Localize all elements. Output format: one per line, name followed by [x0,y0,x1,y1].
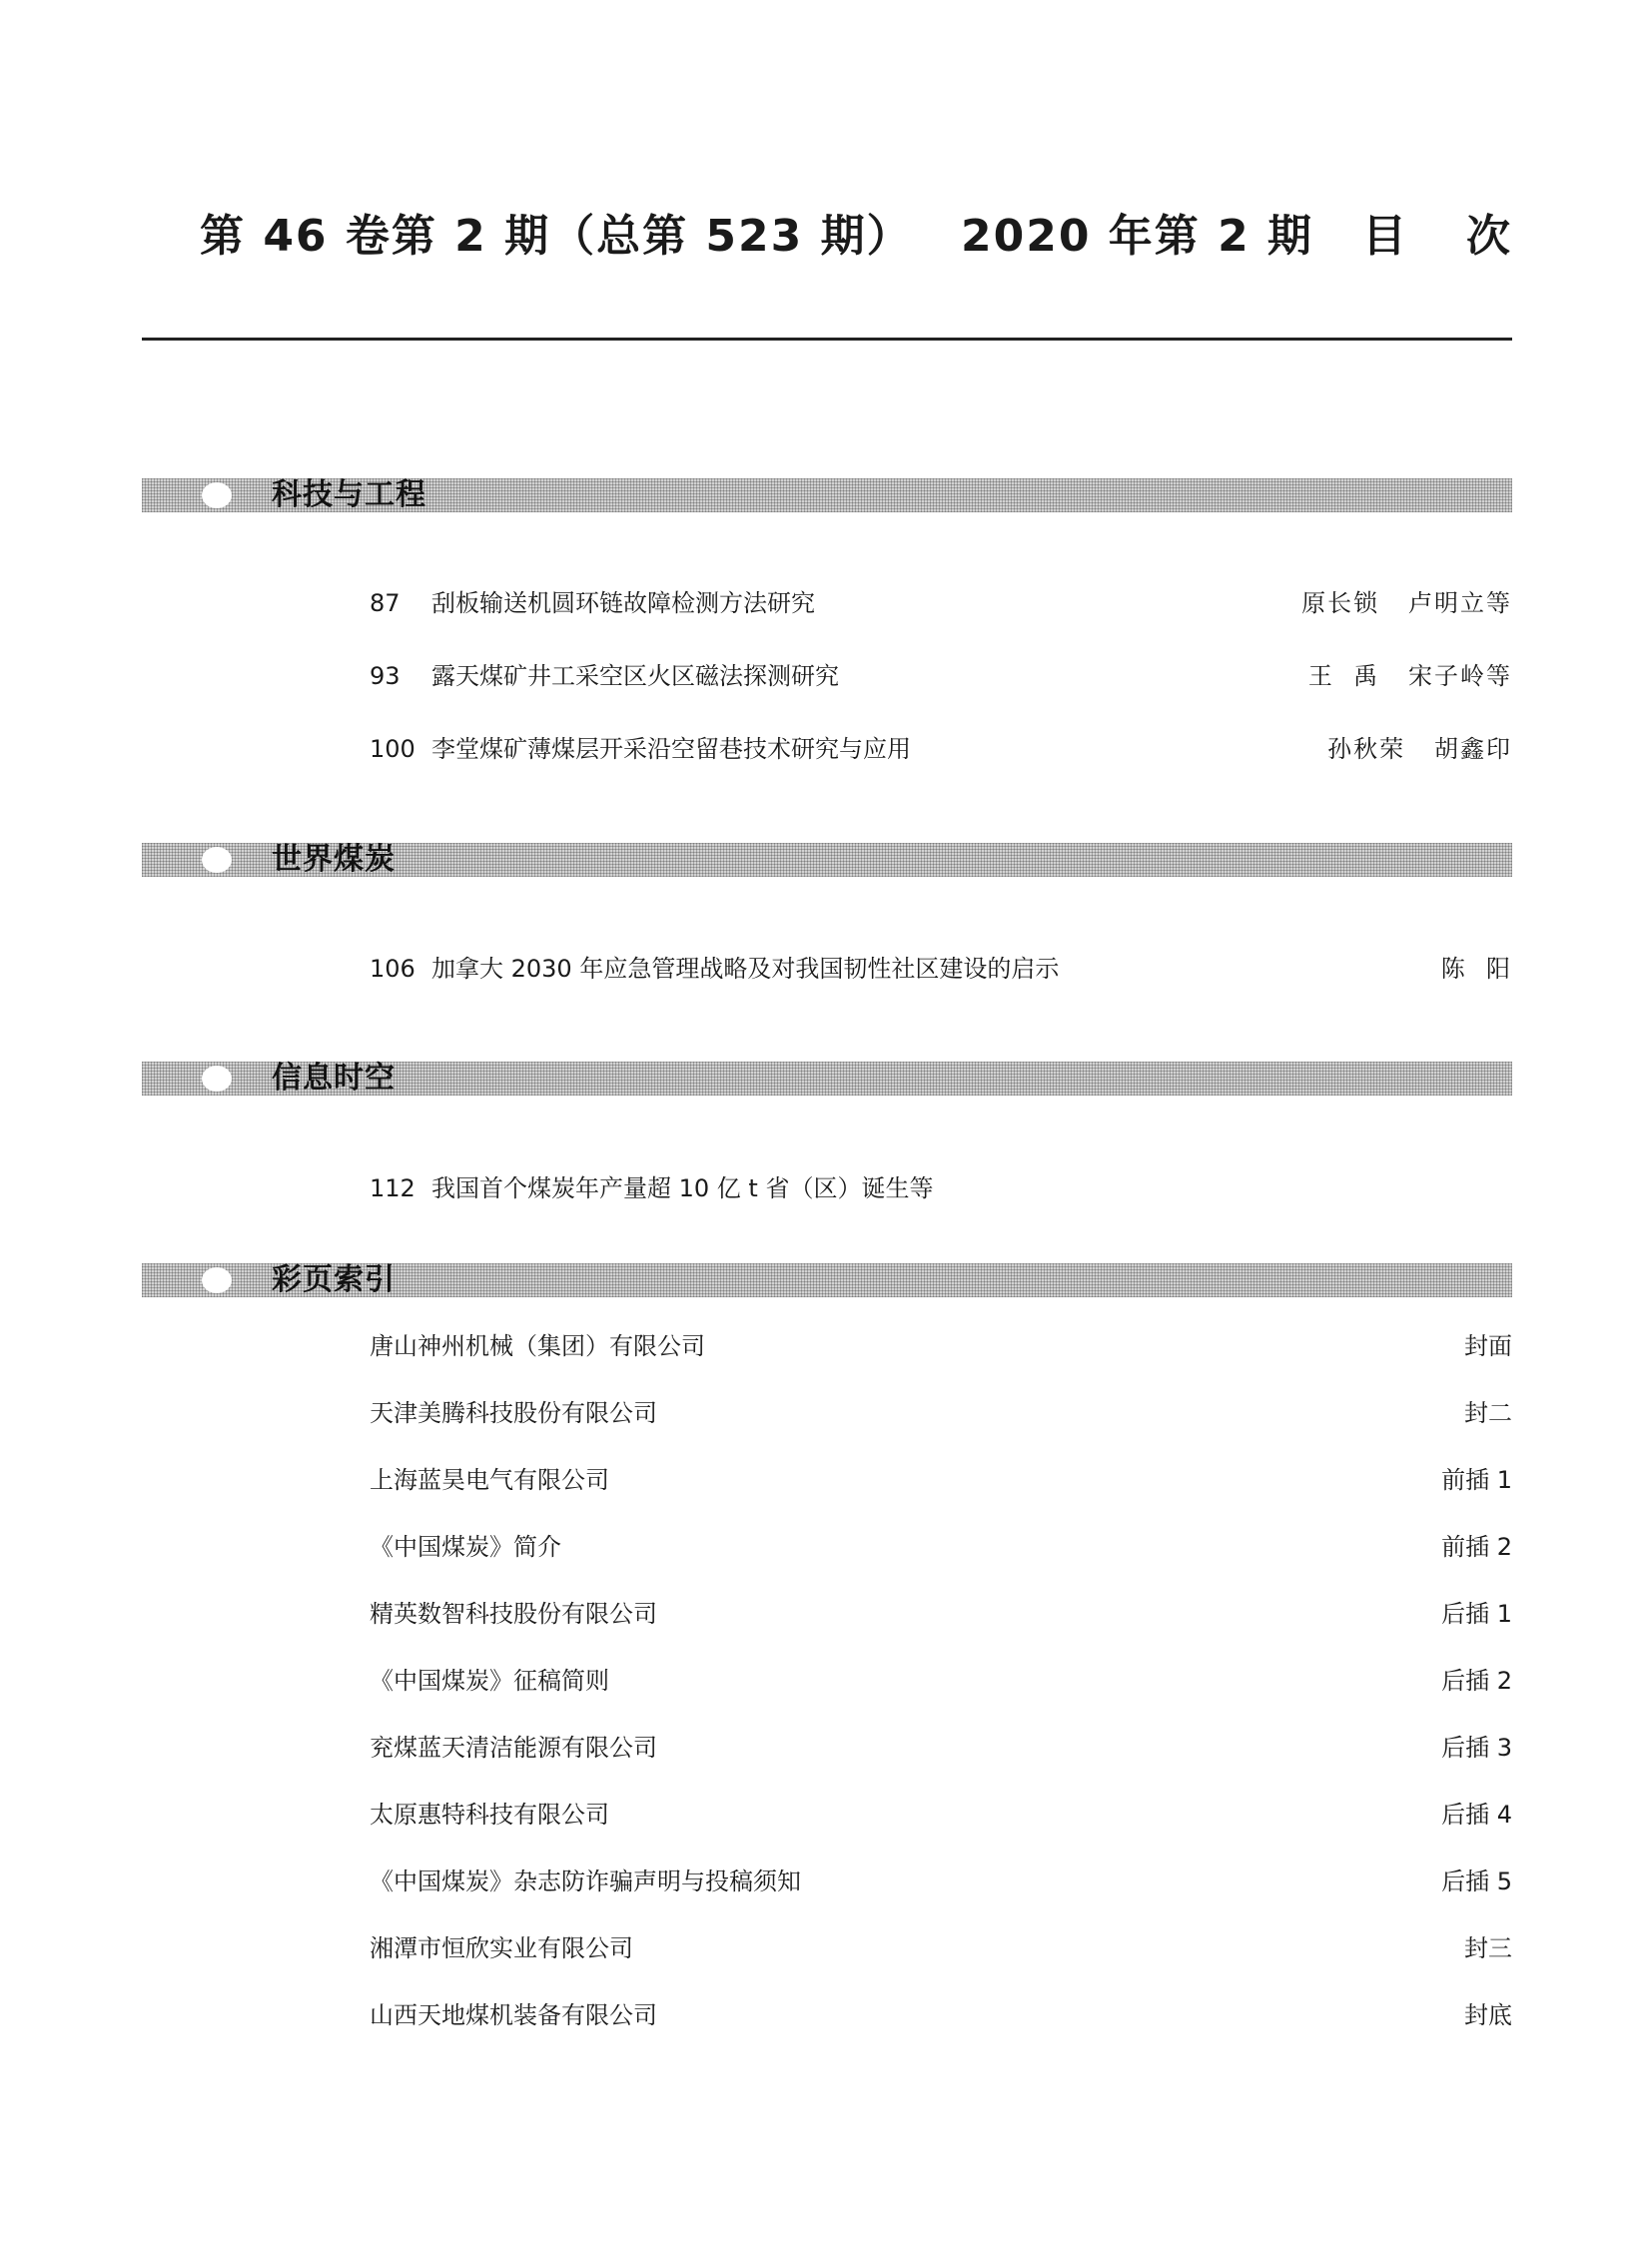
section-title: 科技与工程 [272,477,426,512]
index-position: 后插 5 [1441,1868,1512,1895]
index-row[interactable] [370,1527,1512,1567]
article-page: 87 [370,589,401,617]
article-row[interactable] [370,729,1512,769]
index-row[interactable] [370,1862,1512,1901]
article-title: 加拿大 2030 年应急管理战略及对我国韧性社区建设的启示 [431,955,1060,983]
article-page: 93 [370,662,401,690]
article-authors: 王 禹 宋子岭等 [1307,662,1512,690]
index-row[interactable] [370,1795,1512,1835]
index-position: 后插 4 [1441,1801,1512,1829]
article-page: 100 [370,735,415,763]
index-position: 后插 3 [1441,1734,1512,1762]
index-row[interactable] [370,1995,1512,2035]
index-position: 后插 1 [1441,1600,1512,1628]
bullet-icon [202,1267,232,1293]
index-company: 兖煤蓝天清洁能源有限公司 [370,1734,657,1762]
section-band-world-coal [142,843,1512,877]
index-row[interactable] [370,1326,1512,1366]
bullet-icon [202,1066,232,1092]
article-row[interactable] [370,949,1512,989]
toc-title: 目次 [1362,211,1570,262]
index-company: 《中国煤炭》征稿简则 [370,1667,609,1695]
index-company: 太原惠特科技有限公司 [370,1801,609,1829]
index-position: 封二 [1464,1399,1512,1427]
index-position: 前插 2 [1441,1533,1512,1561]
issue-header [142,200,1570,280]
index-row[interactable] [370,1460,1512,1500]
bullet-icon [202,482,232,508]
section-title: 信息时空 [272,1061,396,1096]
article-page: 106 [370,955,415,983]
article-row[interactable] [370,1168,1512,1208]
article-title: 李堂煤矿薄煤层开采沿空留巷技术研究与应用 [431,735,911,763]
article-title: 我国首个煤炭年产量超 10 亿 t 省（区）诞生等 [431,1174,934,1202]
index-company: 唐山神州机械（集团）有限公司 [370,1332,705,1360]
section-band-tech [142,478,1512,512]
index-company: 精英数智科技股份有限公司 [370,1600,657,1628]
index-row[interactable] [370,1728,1512,1768]
article-authors: 陈 阳 [1440,955,1512,983]
bullet-icon [202,847,232,873]
index-position: 封底 [1464,2001,1512,2029]
article-authors: 孙秋荣 胡鑫印 [1327,735,1512,763]
index-position: 前插 1 [1441,1466,1512,1494]
section-title: 世界煤炭 [272,842,396,877]
index-company: 山西天地煤机装备有限公司 [370,2001,657,2029]
section-band-info [142,1062,1512,1096]
index-company: 天津美腾科技股份有限公司 [370,1399,657,1427]
article-authors: 原长锁 卢明立等 [1301,589,1512,617]
index-row[interactable] [370,1661,1512,1701]
index-row[interactable] [370,1928,1512,1968]
index-position: 封三 [1464,1934,1512,1962]
article-page: 112 [370,1174,415,1202]
index-company: 《中国煤炭》简介 [370,1533,561,1561]
index-position: 后插 2 [1441,1667,1512,1695]
section-band-color-index [142,1263,1512,1297]
header-rule [142,338,1512,341]
index-position: 封面 [1464,1332,1512,1360]
index-company: 上海蓝昊电气有限公司 [370,1466,609,1494]
section-title: 彩页索引 [272,1262,396,1297]
article-title: 刮板输送机圆环链故障检测方法研究 [431,589,815,617]
index-company: 湘潭市恒欣实业有限公司 [370,1934,633,1962]
article-row[interactable] [370,656,1512,696]
volume-info: 第 46 卷第 2 期（总第 523 期） [200,211,913,262]
article-row[interactable] [370,583,1512,623]
year-issue: 2020 年第 2 期 [961,211,1314,262]
index-row[interactable] [370,1393,1512,1433]
index-row[interactable] [370,1594,1512,1634]
article-title: 露天煤矿井工采空区火区磁法探测研究 [431,662,839,690]
index-company: 《中国煤炭》杂志防诈骗声明与投稿须知 [370,1868,801,1895]
